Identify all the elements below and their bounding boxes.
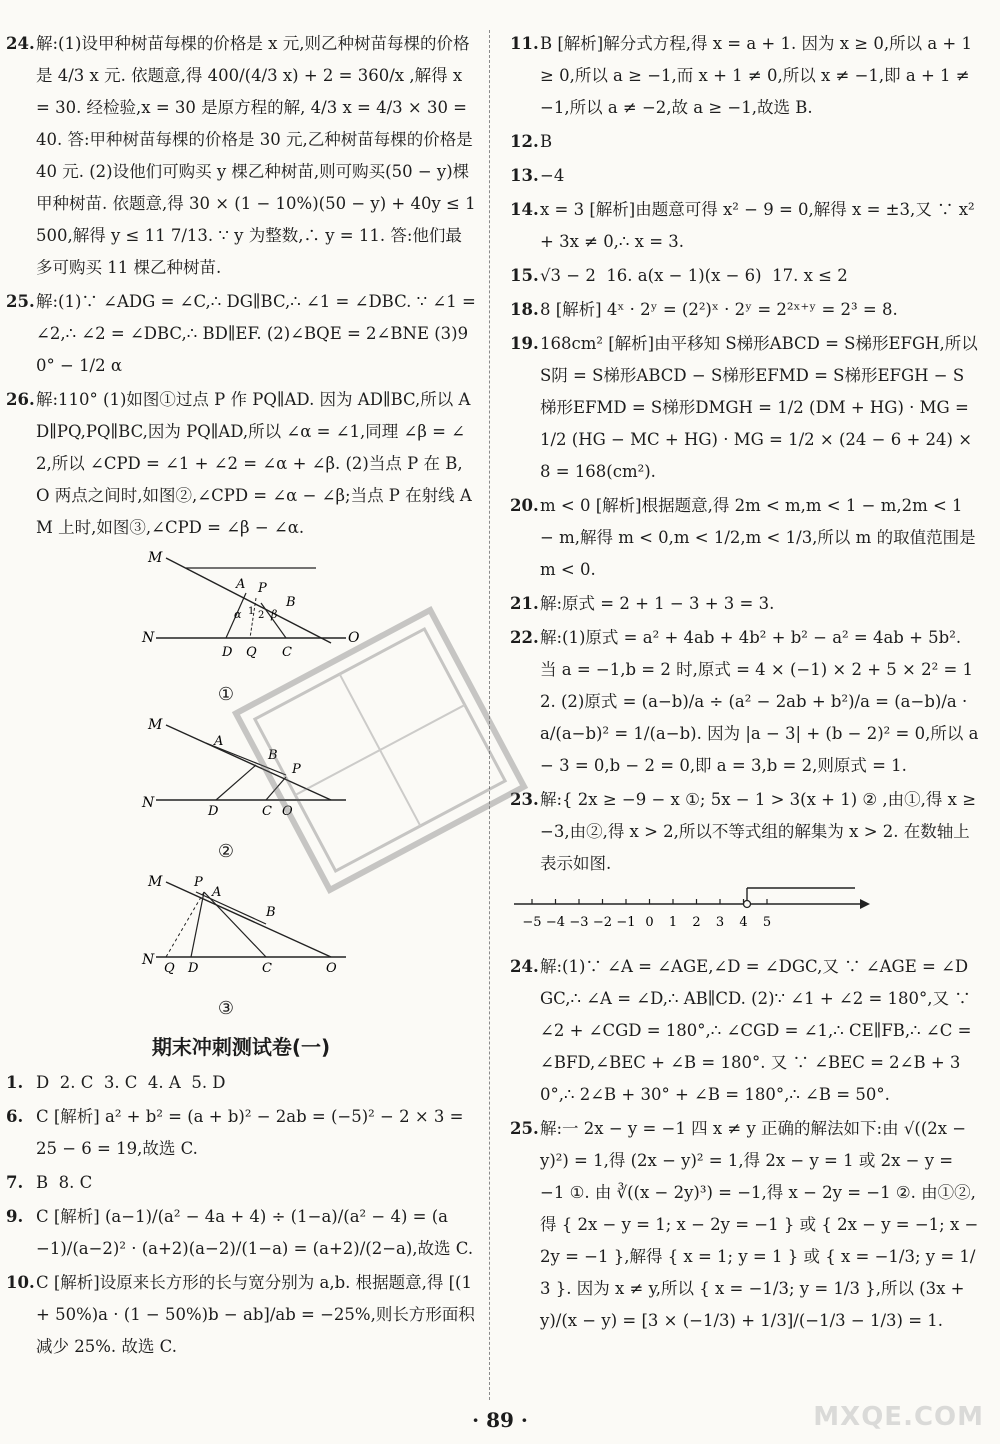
watermark [804, 1360, 994, 1440]
answer-text: C [解析] (a−1)/(a² − 4a + 4) ÷ (1−a)/(a² − 4) = (a−1)/(a−2)² · (a+2)(a−2)/(1−a) = (a+2)/(2−a),故选 C. [36, 1207, 474, 1258]
fig2-label: M [148, 717, 163, 733]
fig1-label: M [148, 550, 163, 566]
fig3-label: P [194, 875, 203, 890]
answer-number: 19. [510, 334, 539, 353]
number-line-tick-label: 4 [739, 915, 748, 930]
right-answer-list-2 [510, 951, 984, 1337]
left-answer-list-2 [6, 1067, 476, 1363]
answer-item [510, 1113, 984, 1337]
number-line-tick-label: −4 [545, 915, 566, 930]
figure-3-caption: ③ [217, 998, 235, 1019]
number-line-tick-label: −1 [616, 915, 636, 930]
answer-number: 24. [6, 34, 35, 53]
answer-text: 解:(1)∵ ∠ADG = ∠C,∴ DG∥BC,∴ ∠1 = ∠DBC. ∵ ∠1 = ∠2,∴ ∠2 = ∠DBC,∴ BD∥EF. (2)∠BQE = 2∠BNE (3)90° − 1/2 α [36, 292, 482, 375]
answer-number: 20. [510, 496, 539, 515]
fig1-label: N [142, 630, 155, 646]
answer-number: 26. [6, 390, 35, 409]
number-line-graph [510, 886, 870, 936]
answer-item [6, 28, 481, 284]
fig1-label: α [234, 608, 242, 621]
answer-item [510, 622, 984, 782]
number-line-tick-label: −5 [522, 915, 542, 930]
answer-text: D 2. C 3. C 4. A 5. D [36, 1073, 226, 1092]
number-line-tick-label: 5 [762, 915, 772, 930]
fig1-label: C [282, 645, 292, 660]
answer-item [510, 260, 980, 292]
page-number: · 89 · [472, 1408, 528, 1432]
fig3-label: C [262, 961, 272, 976]
right-answer-list [510, 28, 984, 880]
answer-text: 解:(1)原式 = a² + 4ab + 4b² + b² − a² = 4ab + 5b². 当 a = −1,b = 2 时,原式 = 4 × (−1) × 2 + 5 × 2² = 12. (2)原式 = (a−b)/a ÷ (a² − 2ab + b²)/a = (a−b)/a · a/(a−b)² = 1/(a−b). 因为 |a − 3| + (b − 2)² = 0,所以 a − 3 = 0,b − 2 = 0,即 a = 3,b = 2,则原式 = 1. [540, 628, 984, 775]
answer-item [6, 1067, 476, 1099]
fig1-label: O [348, 630, 360, 646]
answer-text: √3 − 2 16. a(x − 1)(x − 6) 17. x ≤ 2 [540, 266, 848, 285]
fig2-label: A [214, 734, 224, 749]
fig1-label: A [236, 577, 246, 592]
answer-item [510, 28, 980, 124]
fig1-label: D [222, 645, 233, 660]
answer-text: 解:原式 = 2 + 1 − 3 + 3 = 3. [540, 594, 775, 613]
answer-text: 解:一 2x − y = −1 四 x ≠ y 正确的解法如下:由 √((2x − y)²) = 1,得 (2x − y)² = 1,得 2x − y = 1 或 2x − y = −1 ①. 由 ∛((x − 2y)³) = −1,得 x − 2y = −1 ②. 由①②,得 { 2x − y = 1; x − 2y = −1 } 或 { 2x − y = −1; x − 2y = −1 },解得 { x = 1; y = 1 } 或 { x = −1/3; y = 1/3 }. 因为 x ≠ y,所以 { x = −1/3; y = 1/3 },所以 (3x + y)/(x − y) = [3 × (−1/3) + 1/3]/(−1/3 − 1/3) = 1. [540, 1119, 984, 1330]
answer-number: 18. [510, 300, 539, 319]
answer-text: B 8. C [36, 1173, 93, 1192]
fig1-label: P [258, 581, 267, 596]
answer-item [510, 328, 984, 488]
answer-item [6, 1167, 476, 1199]
answer-text: C [解析]设原来长方形的长与宽分别为 a,b. 根据题意,得 [(1 + 50%)a · (1 − 50%)b − ab]/ab = −25%,则长方形面积减少 25%. 故选 C. [36, 1273, 478, 1356]
answer-text: 8 [解析] 4ˣ · 2ʸ = (2²)ˣ · 2ʸ = 2²ˣ⁺ʸ = 2³ = 8. [540, 300, 898, 319]
number-line-tick-label: −2 [592, 915, 613, 930]
answer-number: 15. [510, 266, 539, 285]
right-column [510, 28, 984, 1339]
answer-text: m < 0 [解析]根据题意,得 2m < m,m < 1 − m,2m < 1 − m,解得 m < 0,m < 1/2,m < 1/3,所以 m 的取值范围是 m < 0. [540, 496, 981, 579]
answer-number: 14. [510, 200, 539, 219]
answer-item [6, 286, 482, 382]
answer-item [6, 1267, 476, 1363]
answer-number: 25. [510, 1119, 539, 1138]
answer-item [510, 160, 980, 192]
number-line-tick-label: −3 [569, 915, 589, 930]
fig3-label: Q [164, 961, 175, 976]
answer-text: 解:(1)设甲种树苗每棵的价格是 x 元,则乙种树苗每棵的价格是 4/3 x 元. 依题意,得 400/(4/3 x) + 2 = 360/x ,解得 x = 30. 经检验,x = 30 是原方程的解, 4/3 x = 4/3 × 30 = 40. 答:甲种树苗每棵的价格是 30 元,乙种树苗每棵的价格是 40 元. (2)设他们可购买 y 棵乙种树苗,则可购买(50 − y)棵甲种树苗. 依题意,得 30 × (1 − 10%)(50 − y) + 40y ≤ 1 500,解得 y ≤ 11 7/13. ∵ y 为整数,∴ y = 11. 答:他们最多可购买 11 棵乙种树苗. [36, 34, 481, 277]
answer-text: 解:{ 2x ≥ −9 − x ①; 5x − 1 > 3(x + 1) ② ,由①,得 x ≥ −3,由②,得 x > 2,所以不等式组的解集为 x > 2. 在数轴上表示如图. [540, 790, 982, 873]
fig1-label: Q [246, 645, 257, 660]
answer-text: −4 [540, 166, 565, 185]
answer-number: 1. [6, 1073, 24, 1092]
answer-item [6, 1201, 476, 1265]
answer-item [510, 951, 980, 1111]
number-line [510, 886, 980, 947]
figure-3 [142, 872, 476, 1025]
number-line-tick-label: 2 [692, 915, 701, 930]
answer-number: 10. [6, 1273, 35, 1292]
answer-number: 13. [510, 166, 539, 185]
figure-2-caption: ② [217, 841, 235, 862]
fig2-label: D [208, 804, 219, 819]
answer-text: 解:(1)∵ ∠A = ∠AGE,∠D = ∠DGC,又 ∵ ∠AGE = ∠DGC,∴ ∠A = ∠D,∴ AB∥CD. (2)∵ ∠1 + ∠2 = 180°,又 ∵ ∠2 + ∠CGD = 180°,∴ ∠CGD = ∠1,∴ CE∥FB,∴ ∠C = ∠BFD,∠BEC + ∠B = 180°. 又 ∵ ∠BEC = 2∠B + 30°,∴ 2∠B + 30° + ∠B = 180°,∴ ∠B = 50°. [540, 957, 977, 1104]
fig1-label: 2 [258, 610, 265, 621]
fig1-label: 1 [248, 606, 255, 617]
answer-item [510, 588, 980, 620]
fig3-label: D [188, 961, 199, 976]
answer-item [510, 194, 980, 258]
answer-item [510, 294, 980, 326]
number-line-tick-label: 0 [645, 915, 654, 930]
answer-text: x = 3 [解析]由题意可得 x² − 9 = 0,解得 x = ±3,又 ∵ x² + 3x ≠ 0,∴ x = 3. [540, 200, 980, 251]
left-answer-list [6, 28, 482, 544]
answer-number: 11. [510, 34, 539, 53]
fig1-label: B [286, 595, 296, 610]
number-line-tick-label: 3 [715, 915, 725, 930]
fig2-label: N [142, 795, 155, 811]
answer-text: B [解析]解分式方程,得 x = a + 1. 因为 x ≥ 0,所以 a + 1 ≥ 0,所以 a ≥ −1,而 x + 1 ≠ 0,所以 x ≠ −1,即 a + 1 ≠ −1,所以 a ≠ −2,故 a ≥ −1,故选 B. [540, 34, 978, 117]
fig3-label: A [212, 885, 222, 900]
answer-number: 24. [510, 957, 539, 976]
fig2-label: B [268, 748, 278, 763]
answer-number: 7. [6, 1173, 24, 1192]
fig3-label: M [148, 874, 163, 890]
section-title: 期末冲刺测试卷(一) [151, 1035, 331, 1059]
fig2-label: C [262, 804, 272, 819]
answer-item [510, 784, 980, 880]
answer-text: 168cm² [解析]由平移知 S梯形ABCD = S梯形EFGH,所以 S阴 = S梯形ABCD − S梯形EFMD = S梯形EFGH − S梯形EFMD = S梯形DMGH = 1/2 (DM + HG) · MG = 1/2 (HG − MC + HG) · MG = 1/2 × (24 − 6 + 24) × 8 = 168(cm²). [540, 334, 984, 481]
fig3-label: B [266, 905, 276, 920]
figure-1-caption: ① [217, 684, 235, 705]
answer-number: 22. [510, 628, 539, 647]
fig1-label: β [271, 608, 278, 621]
fig3-label: O [326, 961, 337, 976]
answer-item [510, 490, 980, 586]
fig3-label: N [142, 952, 155, 968]
answer-number: 21. [510, 594, 539, 613]
watermark-text: MXQE.COM [813, 1402, 984, 1432]
number-line-tick-label: 1 [668, 915, 678, 930]
stamp-seal [240, 620, 520, 880]
answer-item [6, 384, 476, 544]
answer-text: 解:110° (1)如图①过点 P 作 PQ∥AD. 因为 AD∥BC,所以 AD∥PQ,PQ∥BC,因为 PQ∥AD,所以 ∠α = ∠1,同理 ∠β = ∠2,所以 ∠CPD = ∠1 + ∠2 = ∠α + ∠β. (2)当点 P 在 B,O 两点之间时,如图②,∠CPD = ∠α − ∠β;当点 P 在射线 AM 上时,如图③,∠CPD = ∠β − ∠α. [36, 390, 472, 537]
answer-number: 6. [6, 1107, 24, 1126]
fig2-label: P [292, 762, 301, 777]
answer-number: 25. [6, 292, 35, 311]
answer-item [510, 126, 980, 158]
answer-number: 12. [510, 132, 539, 151]
answer-text: C [解析] a² + b² = (a + b)² − 2ab = (−5)² − 2 × 3 = 25 − 6 = 19,故选 C. [36, 1107, 469, 1158]
answer-text: B [540, 132, 553, 151]
answer-number: 23. [510, 790, 539, 809]
answer-number: 9. [6, 1207, 24, 1226]
answer-item [6, 1101, 476, 1165]
fig2-label: O [282, 804, 293, 819]
